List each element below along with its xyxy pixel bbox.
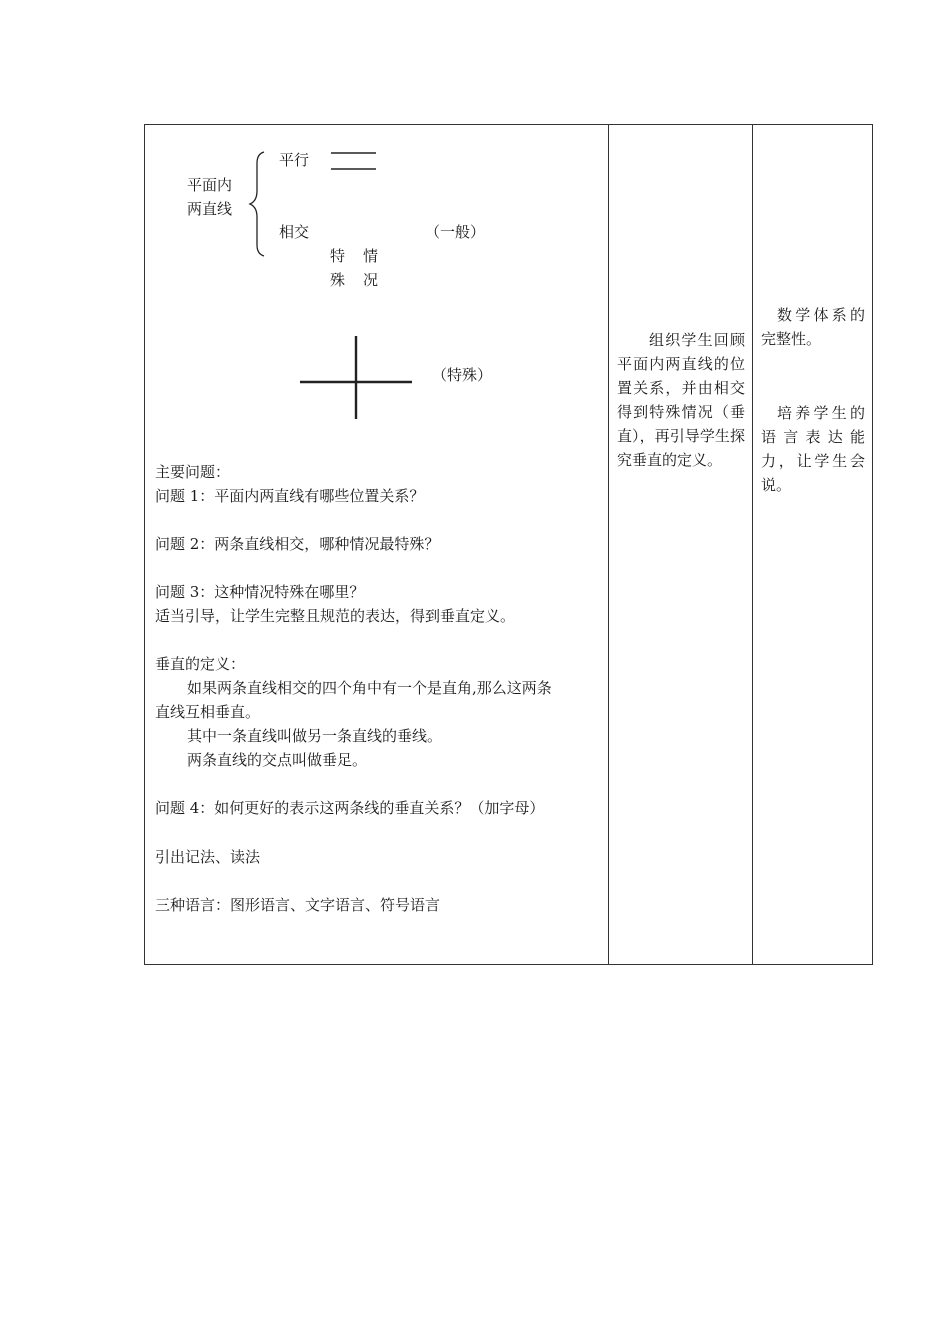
teaching-content-cell	[145, 125, 608, 964]
special-char: 殊	[330, 271, 346, 289]
question-1: 问题 1：平面内两直线有哪些位置关系？	[155, 487, 425, 505]
parallel-lines-icon	[331, 151, 377, 171]
perpendicular-lines-icon	[300, 336, 413, 420]
intersect-label: 相交	[279, 223, 310, 241]
design-intent-cell	[753, 125, 873, 964]
definition-line: 其中一条直线叫做另一条直线的垂线。	[187, 727, 443, 745]
general-label: （一般）	[425, 223, 486, 241]
notation-text: 引出记法、读法	[155, 848, 261, 866]
special-char: 特	[330, 247, 346, 265]
special-label: （特殊）	[432, 366, 493, 384]
brace-icon	[249, 151, 269, 257]
definition-line: 两条直线的交点叫做垂足。	[187, 751, 368, 769]
teacher-activity-cell	[609, 125, 752, 964]
parallel-label: 平行	[279, 151, 310, 169]
design-intent-text: 培养学生的语言表达能力，让学生会说。	[761, 404, 865, 494]
design-intent-text: 数学体系的完整性。	[761, 306, 865, 348]
guide-text: 适当引导，让学生完整且规范的表达，得到垂直定义。	[155, 607, 516, 625]
definition-line: 直线互相垂直。	[155, 703, 261, 721]
question-2: 问题 2：两条直线相交，哪种情况最特殊？	[155, 535, 440, 553]
lesson-table	[144, 124, 873, 965]
definition-title: 垂直的定义：	[155, 655, 246, 673]
teacher-activity-text: 组织学生回顾平面内两直线的位置关系，并由相交得到特殊情况（垂直），再引导学生探究垂直的定义。	[617, 331, 745, 469]
diagram-label-line1: 平面内	[187, 176, 233, 194]
diagram-label-line2: 两直线	[187, 200, 233, 218]
definition-line: 如果两条直线相交的四个角中有一个是直角,那么这两条	[187, 679, 552, 697]
question-4: 问题 4：如何更好的表示这两条线的垂直关系？（加字母）	[155, 799, 545, 817]
special-char: 情	[363, 247, 379, 265]
question-3: 问题 3：这种情况特殊在哪里？	[155, 583, 365, 601]
special-char: 况	[363, 271, 379, 289]
main-questions-heading: 主要问题：	[155, 463, 231, 481]
languages-text: 三种语言：图形语言、文字语言、符号语言	[155, 896, 441, 914]
